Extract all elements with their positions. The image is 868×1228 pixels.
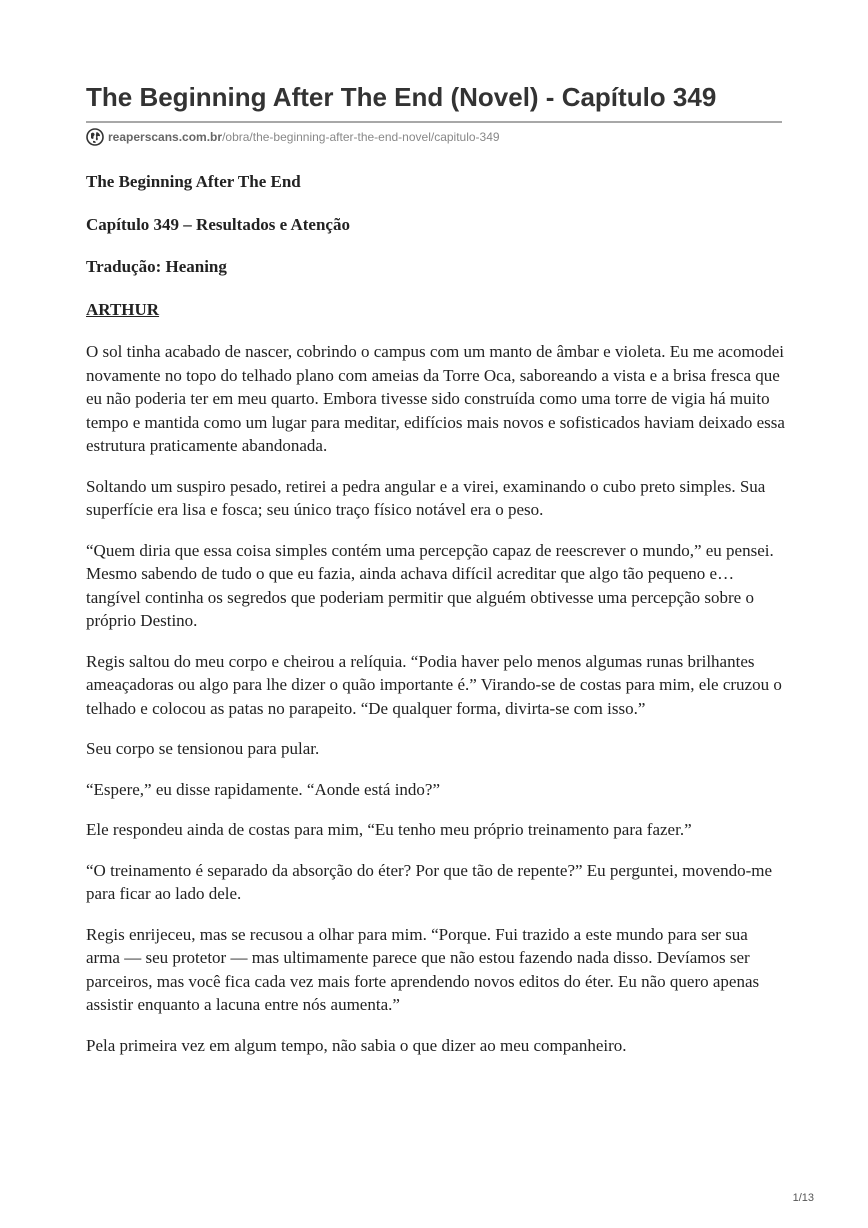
book-title: The Beginning After The End: [86, 172, 301, 191]
page-number: 1/13: [792, 1192, 814, 1204]
source-path: /obra/the-beginning-after-the-end-novel/capitulo-349: [222, 130, 500, 144]
source-domain: reaperscans.com.br: [108, 130, 223, 144]
paragraph: “O treinamento é separado da absorção do éter? Por que tão de repente?” Eu perguntei, movendo-me para ficar ao lado dele.: [86, 860, 773, 903]
translation-credit: Tradução: Heaning: [86, 257, 227, 276]
paragraph: Ele respondeu ainda de costas para mim, “Eu tenho meu próprio treinamento para fazer.”: [86, 820, 692, 839]
paragraph: “Quem diria que essa coisa simples contém uma percepção capaz de reescrever o mundo,” eu pensei. Mesmo sabendo de tudo o que eu fazia, ainda achava difícil acreditar que algo tão pequeno e… tangível continha os segredos que poderiam permitir que alguém obtivesse uma percepção sobre o próprio Destino.: [86, 540, 774, 630]
title-divider: [86, 121, 782, 123]
paragraph: O sol tinha acabado de nascer, cobrindo o campus com um manto de âmbar e violeta. Eu me acomodei novamente no topo do telhado plano com ameias da Torre Oca, saboreando a vista e a brisa fresca que eu não poderia ter em meu quarto. Embora tivesse sido construída como uma torre de vigia há muito tempo e mantida como um lugar para meditar, edifícios mais novos e sofisticados haviam deixado essa estrutura praticamente abandonada.: [86, 342, 785, 455]
page-title: The Beginning After The End (Novel) - Capítulo 349: [86, 82, 717, 112]
paragraph: Regis saltou do meu corpo e cheirou a relíquia. “Podia haver pelo menos algumas runas brilhantes ameaçadoras ou algo para lhe dizer o quão importante é.” Virando-se de costas para mim, ele cruzou o telhado e colocou as patas no parapeito. “De qualquer forma, divirta-se com isso.”: [86, 651, 782, 718]
pov-heading: ARTHUR: [86, 299, 160, 319]
chapter-content: [86, 170, 786, 1074]
paragraph: Regis enrijeceu, mas se recusou a olhar para mim. “Porque. Fui trazido a este mundo para ser sua arma — seu protetor — mas ultimamente parece que não estou fazendo nada disso. Devíamos ser parceiros, mas você fica cada vez mais forte aprendendo novos editos do éter. Eu não quero apenas assistir enquanto a lacuna entre nós aumenta.”: [86, 924, 760, 1014]
paragraph: Pela primeira vez em algum tempo, não sabia o que dizer ao meu companheiro.: [86, 1035, 627, 1055]
paragraph: Seu corpo se tensionou para pular.: [86, 739, 320, 758]
globe-icon: [86, 128, 104, 146]
paragraph: Soltando um suspiro pesado, retirei a pedra angular e a virei, examinando o cubo preto simples. Sua superfície era lisa e fosca; seu único traço físico notável era o peso.: [86, 476, 766, 519]
paragraph: “Espere,” eu disse rapidamente. “Aonde está indo?”: [86, 779, 441, 799]
source-url[interactable]: [86, 127, 500, 147]
chapter-title: Capítulo 349 – Resultados e Atenção: [86, 214, 350, 234]
